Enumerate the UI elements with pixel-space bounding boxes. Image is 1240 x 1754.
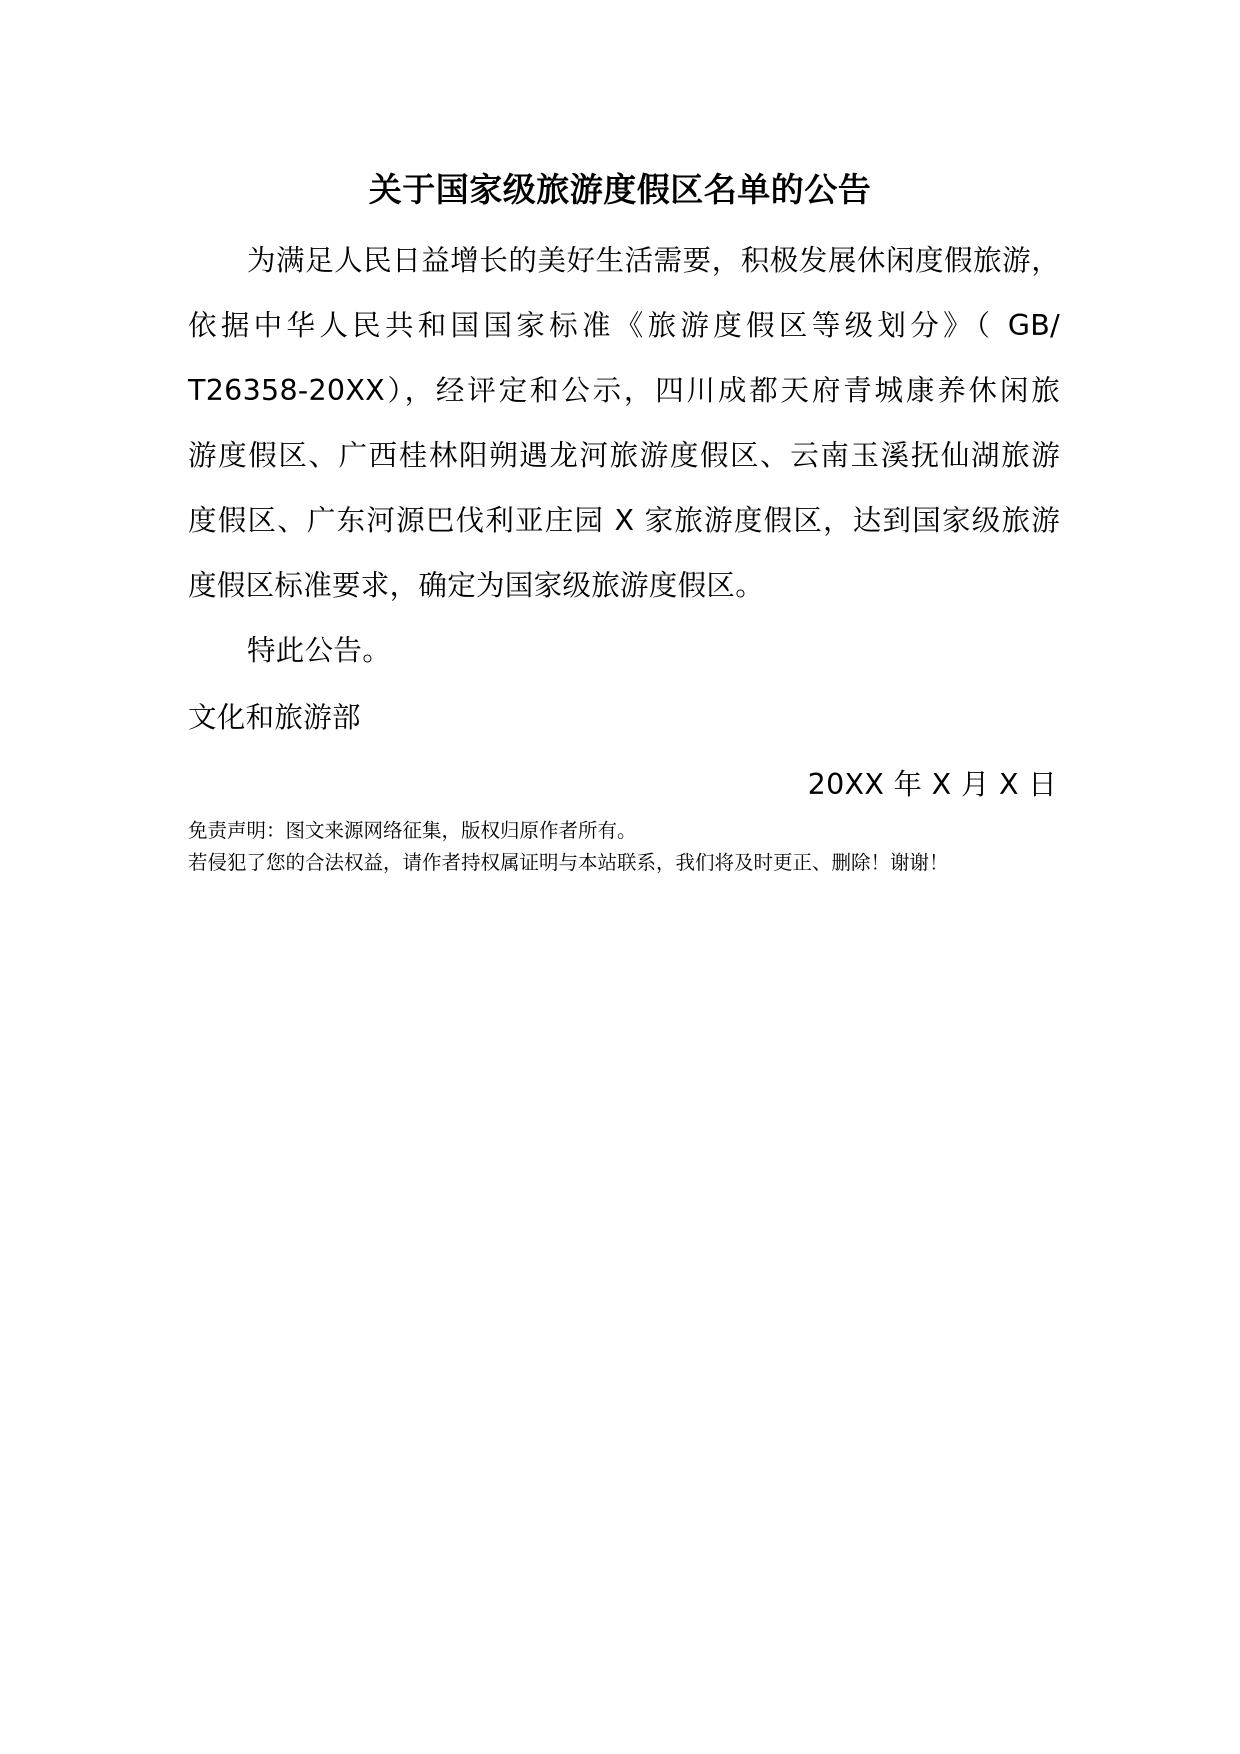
page-title: 关于国家级旅游度假区名单的公告 xyxy=(368,170,872,209)
body-line-1: 为满足人民日益增长的美好生活需要，积极发展休闲度假旅游， xyxy=(247,244,1060,277)
closing-text: 特此公告。 xyxy=(247,634,392,667)
body-line-2: 依据中华人民共和国国家标准《旅游度假区等级划分》（ GB/ xyxy=(188,309,1060,342)
issue-date: 20XX 年 X 月 X 日 xyxy=(807,768,1057,801)
disclaimer-line-2: 若侵犯了您的合法权益，请作者持权属证明与本站联系，我们将及时更正、删除！谢谢！ xyxy=(188,851,949,874)
body-line-6: 度假区标准要求，确定为国家级旅游度假区。 xyxy=(188,569,765,602)
body-line-5: 度假区、广东河源巴伐利亚庄园 X 家旅游度假区，达到国家级旅游 xyxy=(188,504,1060,537)
issuer-name: 文化和旅游部 xyxy=(188,701,361,734)
body-line-3: T26358-20XX），经评定和公示，四川成都天府青城康养休闲旅 xyxy=(188,374,1060,407)
disclaimer-line-1: 免责声明：图文来源网络征集，版权归原作者所有。 xyxy=(188,819,637,842)
body-line-4: 游度假区、广西桂林阳朔遇龙河旅游度假区、云南玉溪抚仙湖旅游 xyxy=(188,439,1060,472)
